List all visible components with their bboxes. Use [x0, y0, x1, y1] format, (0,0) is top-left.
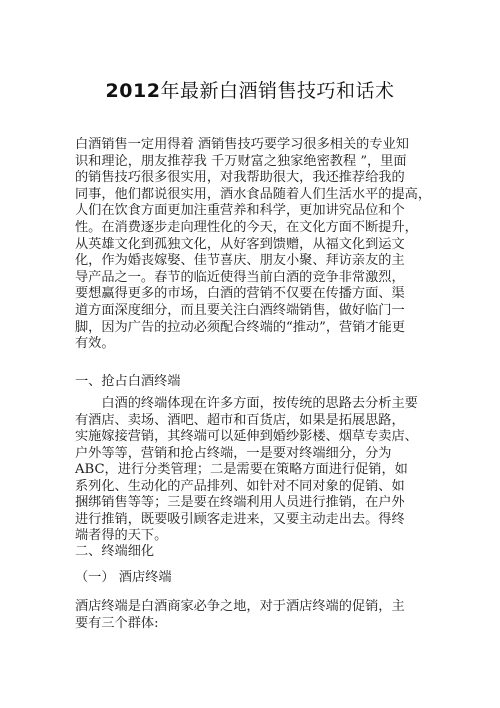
intro-paragraph — [75, 137, 440, 353]
text-line: 要有三个群体: — [75, 616, 159, 631]
text-line: 要想赢得更多的市场，白酒的营销不仅要在传播方面、渠 — [75, 286, 405, 302]
text-line: 化，作为婚丧嫁娶、佳节喜庆、朋友小聚、拜访亲友的主 — [75, 253, 405, 269]
section-2-paragraph — [75, 598, 440, 632]
text-line: ABC，进行分类管理；二是需要在策略方面进行促销，如 — [75, 462, 408, 477]
title-text: 年最新白酒销售技巧和话术 — [160, 80, 395, 102]
section-heading: 二、终端细化 — [75, 544, 155, 559]
subsection-heading-block — [75, 570, 440, 587]
text-line: 性。在消费逐步走向理性化的今天，在文化方面不断提升， — [75, 219, 418, 235]
text-line: 白酒的终端体现在许多方面，按传统的思路去分析主要 — [75, 396, 418, 411]
text-line: 白酒销售一定用得着 酒销售技巧要学习很多相关的专业知 — [75, 137, 409, 152]
text-line: 人们在饮食方面更加注重营养和科学，更加讲究品位和个 — [75, 203, 405, 219]
text-line: 实施嫁接营销，其终端可以延伸到婚纱影楼、烟草专卖店、 — [75, 429, 418, 444]
text-line: 进行推销，既要吸引顾客走进来，又要主动走出去。得终 — [75, 511, 405, 527]
text-line: 户外等等，营销和抢占终端，一是要对终端细分，分为 — [75, 445, 392, 461]
text-line: 有效。 — [75, 336, 115, 352]
subsection-heading: （一） 酒店终端 — [75, 570, 172, 585]
text-line: 酒店终端是白酒商家必争之地，对于酒店终端的促销，主 — [75, 599, 405, 614]
text-line: 捆绑销售等等；三是要在终端利用人员进行推销，在户外 — [75, 495, 405, 510]
text-line: 端者得的天下。 — [75, 528, 168, 543]
section-1-paragraph — [75, 396, 440, 545]
text-line: 脚，因为广告的拉动必须配合终端的“推动”，营销才能更 — [75, 319, 405, 335]
document-title — [0, 78, 500, 104]
text-line: 道方面深度细分，而且要关注白酒终端销售，做好临门一 — [75, 302, 405, 318]
text-line: 识和理论，朋友推荐我 千万财富之独家绝密教程 ”，里面 — [75, 153, 407, 169]
text-line: 的销售技巧很多很实用，对我帮助很大，我还推荐给我的 — [75, 170, 405, 186]
text-line: 系列化、生动化的产品排列、如针对不同对象的促销、如 — [75, 478, 405, 494]
text-line: 从英雄文化到孤独文化，从好客到馈赠，从福文化到运文 — [75, 236, 405, 252]
text-line: 同事，他们都说很实用，酒水食品随着人们生活水平的提高， — [75, 186, 432, 202]
text-line: 导产品之一。春节的临近使得当前白酒的竞争非常激烈， — [75, 269, 405, 285]
section-heading: 一、抢占白酒终端 — [75, 374, 181, 389]
section-1-heading-block — [75, 373, 440, 390]
section-2-heading-block — [75, 544, 440, 561]
text-line: 有酒店、卖场、酒吧、超市和百货店，如果是拓展思路， — [75, 412, 405, 428]
title-year: 2012 — [105, 80, 161, 102]
